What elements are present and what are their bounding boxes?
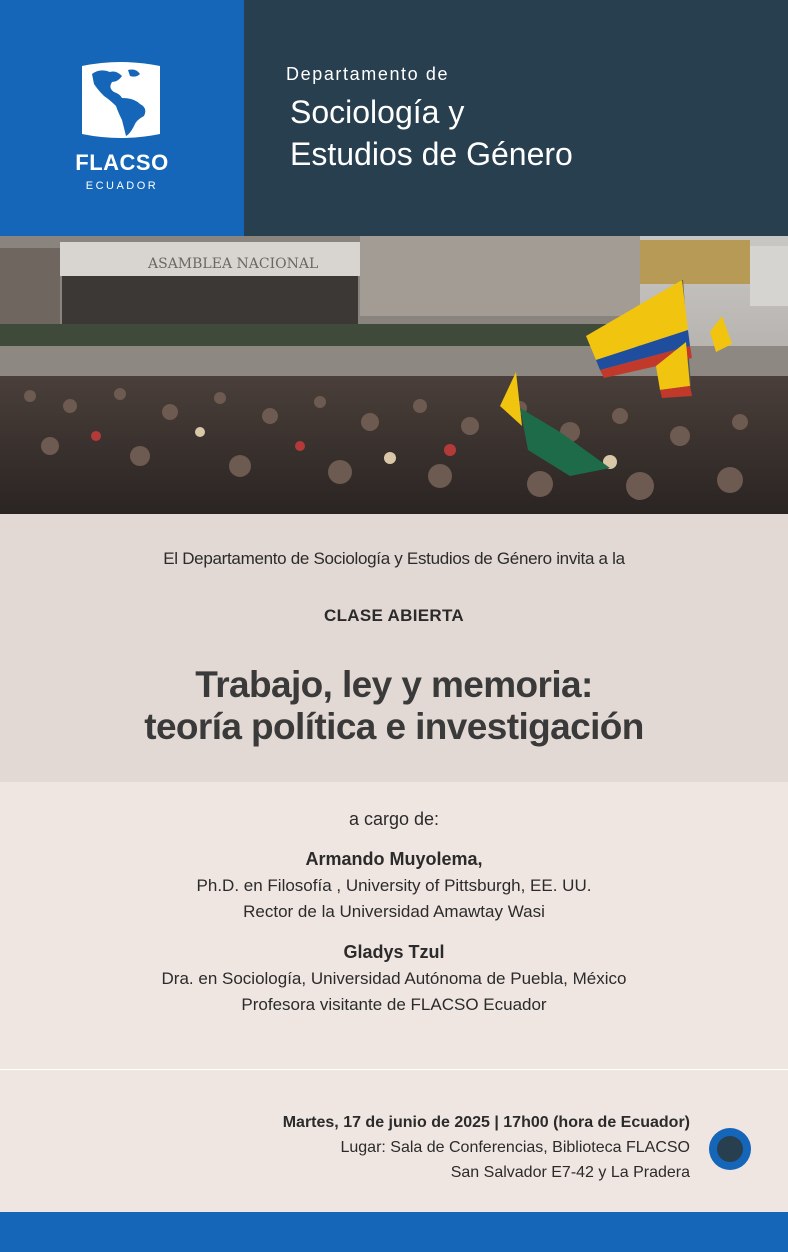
brand-name: FLACSO bbox=[75, 150, 169, 175]
speaker-1-position: Rector de la Universidad Amawtay Wasi bbox=[243, 902, 545, 921]
logo-block bbox=[0, 0, 244, 236]
event-title-line2: teoría política e investigación bbox=[144, 706, 644, 747]
footer-bar bbox=[0, 1212, 788, 1252]
protest-photo-illustration bbox=[0, 236, 788, 514]
department-name-line1: Sociología y bbox=[290, 94, 465, 130]
event-type: CLASE ABIERTA bbox=[324, 606, 464, 625]
speaker-2-name: Gladys Tzul bbox=[343, 942, 445, 962]
brand-subtitle: ECUADOR bbox=[85, 180, 159, 192]
speaker-2-credential: Dra. en Sociología, Universidad Autónoma de Puebla, México bbox=[161, 969, 627, 988]
invite-intro: El Departamento de Sociología y Estudios de Género invita a la bbox=[163, 549, 625, 568]
department-name-line2: Estudios de Género bbox=[290, 136, 573, 172]
speaker-2-position: Profesora visitante de FLACSO Ecuador bbox=[241, 995, 547, 1014]
event-address: San Salvador E7-42 y La Pradera bbox=[450, 1164, 690, 1181]
department-label: Departamento de bbox=[286, 64, 450, 84]
header bbox=[0, 0, 788, 236]
protest-photo bbox=[0, 236, 788, 514]
event-place: Lugar: Sala de Conferencias, Biblioteca FLACSO bbox=[340, 1139, 690, 1156]
speaker-1-name: Armando Muyolema, bbox=[305, 849, 483, 869]
speakers-label: a cargo de: bbox=[348, 809, 440, 829]
speaker-1-credential: Ph.D. en Filosofía , University of Pittsburgh, EE. UU. bbox=[196, 876, 592, 895]
divider bbox=[0, 1069, 788, 1070]
americas-map-icon bbox=[78, 60, 164, 140]
building-sign: ASAMBLEA NACIONAL bbox=[148, 256, 319, 272]
event-date-time: Martes, 17 de junio de 2025 | 17h00 (hora de Ecuador) bbox=[282, 1114, 690, 1131]
event-title-line1: Trabajo, ley y memoria: bbox=[195, 664, 593, 705]
decorative-circle-icon bbox=[709, 1128, 751, 1170]
